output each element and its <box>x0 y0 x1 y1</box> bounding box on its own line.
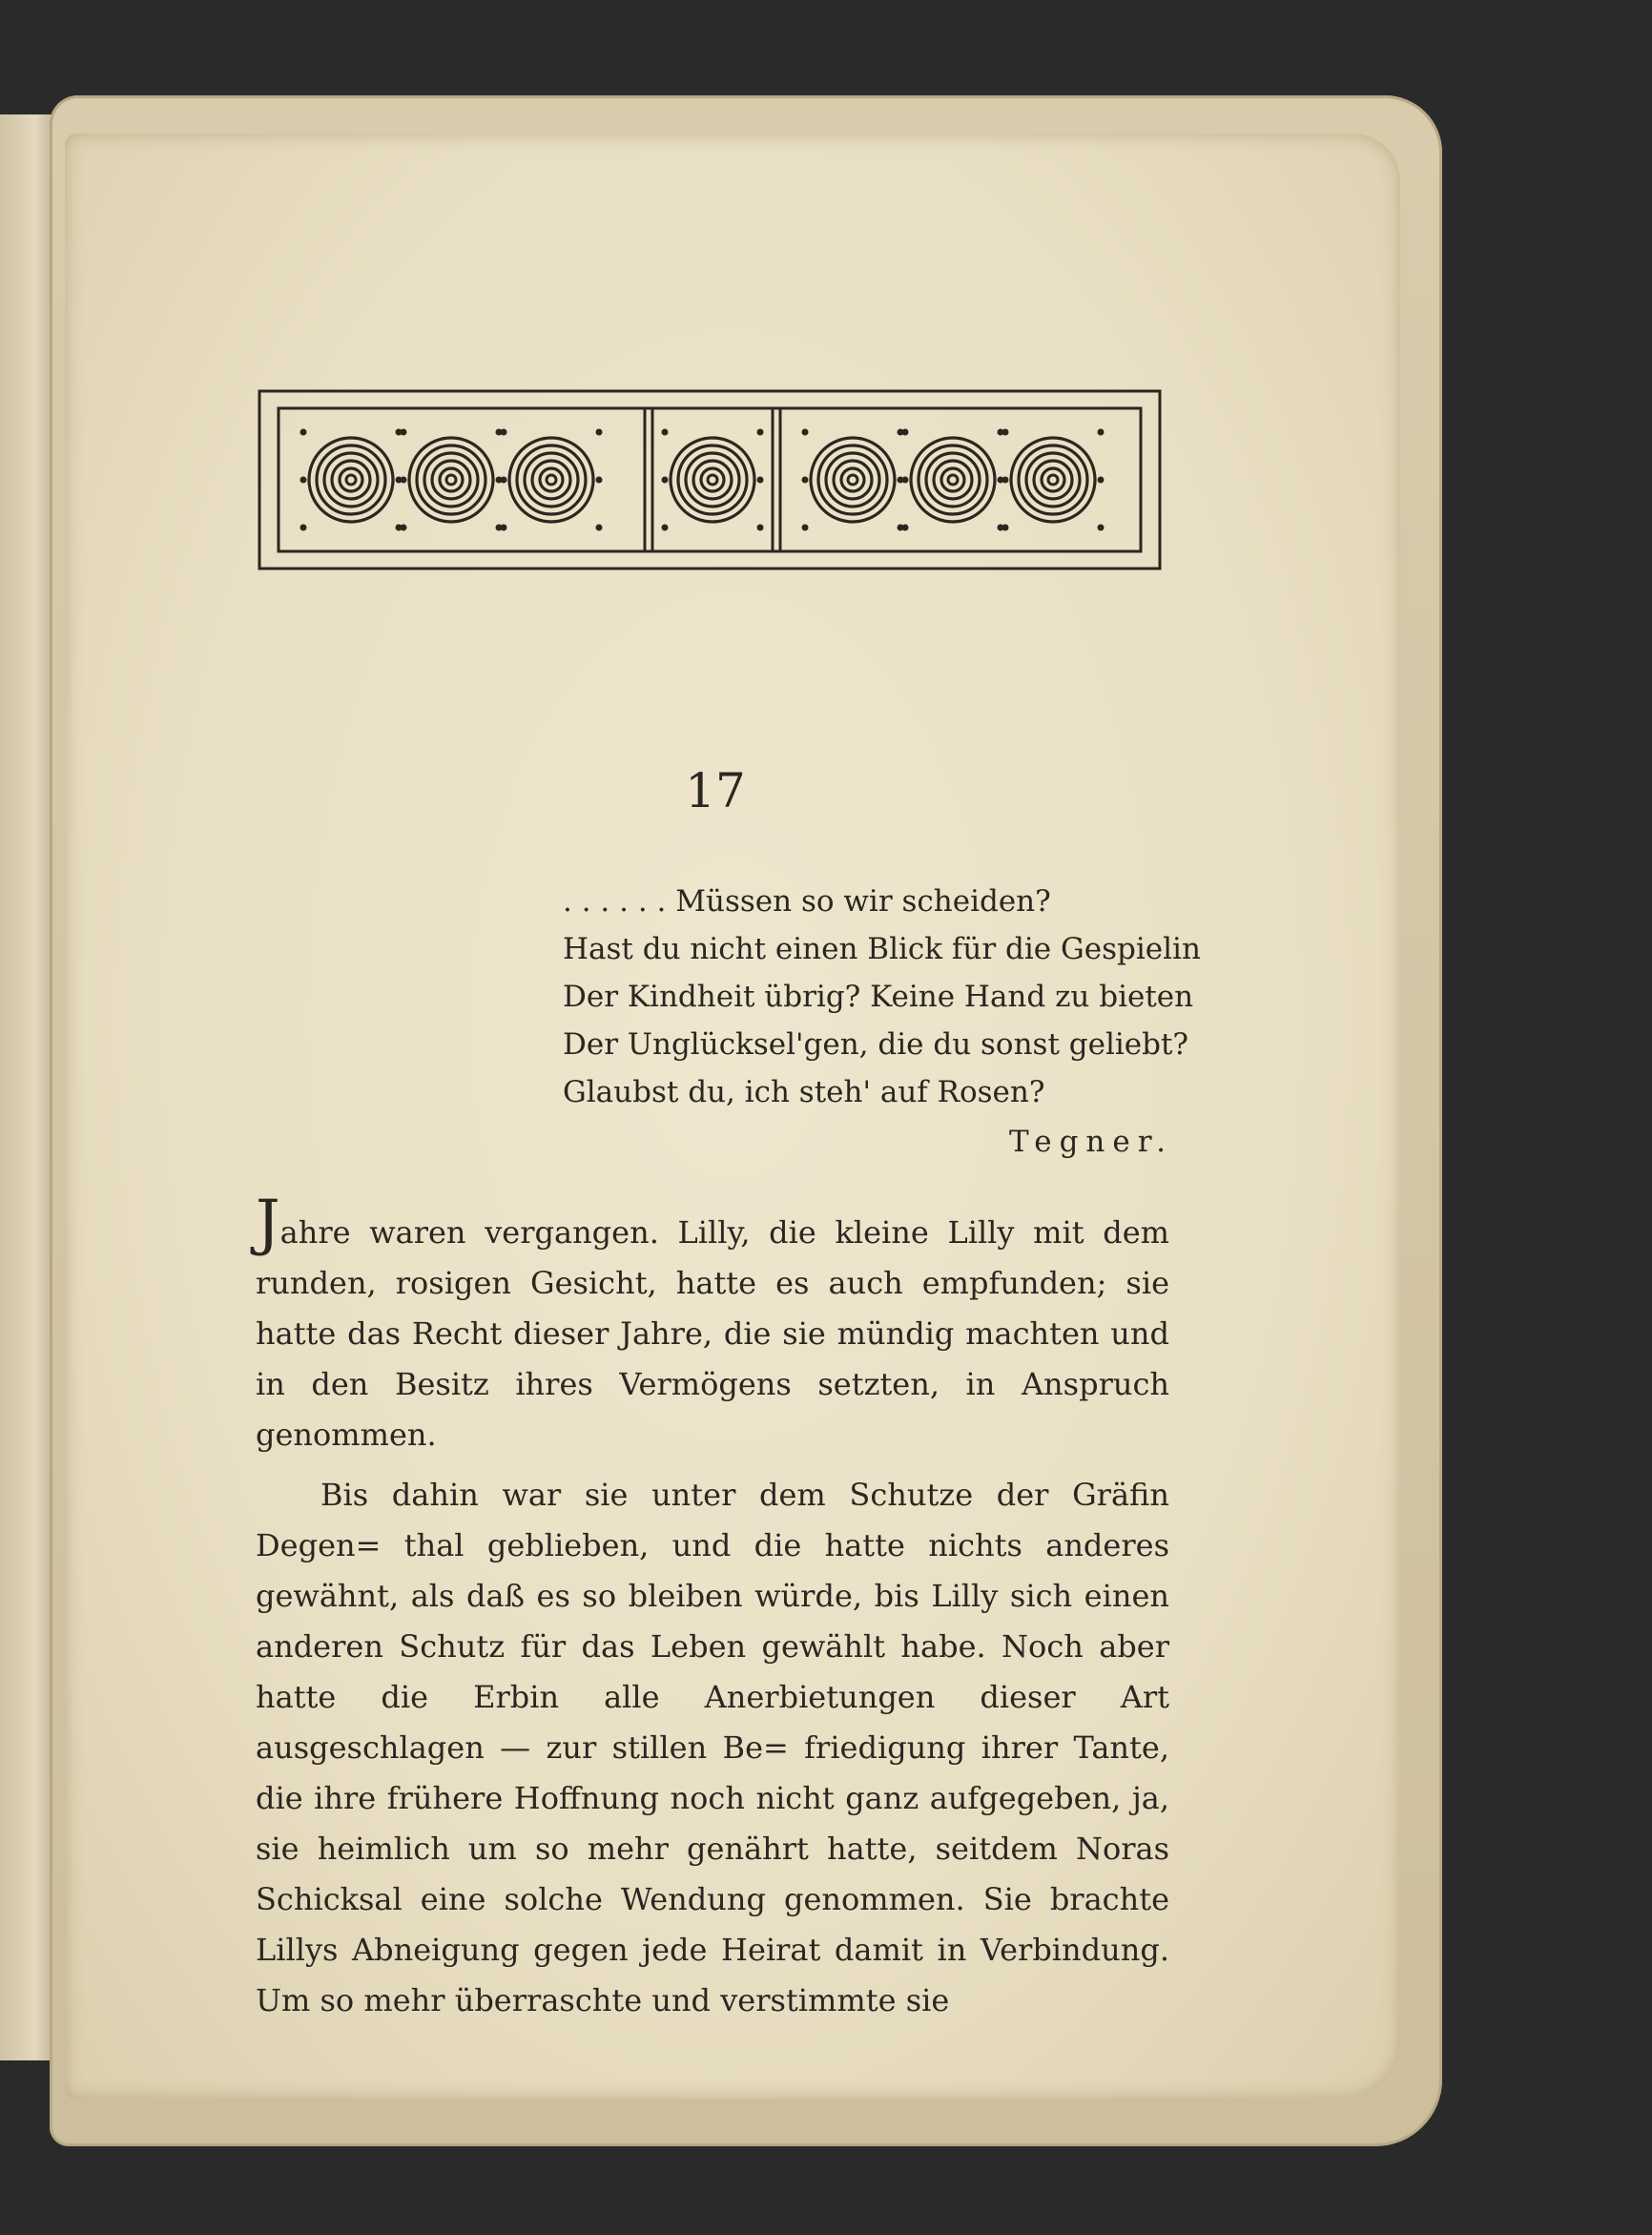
ornament-ring <box>432 461 470 499</box>
ornament-dot <box>501 429 507 436</box>
epigraph-author: Tegner. <box>1008 1125 1173 1159</box>
ornament-ring <box>446 475 456 485</box>
ornament-dot <box>902 429 909 436</box>
ornament-dot <box>802 429 809 436</box>
ornament-dot <box>501 477 507 484</box>
ornament-dot <box>300 429 307 436</box>
body-text <box>256 1188 1169 2036</box>
ornament-ring <box>1042 468 1064 491</box>
ornament-dot <box>1002 525 1009 531</box>
ornament-ring <box>834 461 872 499</box>
ornament-ring <box>708 475 717 485</box>
ornament-ring <box>818 445 887 514</box>
ornament-dot <box>902 525 909 531</box>
ornament-dot <box>1002 429 1009 436</box>
ornament-dot <box>596 429 603 436</box>
paragraph: Jahre waren vergangen. Lilly, die kleine Lilly mit dem runden, rosigen Gesicht, hatte es auch empfunden; sie hatte das Recht dieser Jahre, die sie mündig machten und in den Besitz ihres Vermögens setzten, in Anspruch genommen. <box>256 1188 1169 1453</box>
ornament-ring <box>509 438 593 522</box>
ornament-ring <box>409 438 493 522</box>
ornament-ring <box>346 475 356 485</box>
ornament-dot <box>401 525 407 531</box>
ornament-ring <box>340 468 362 491</box>
ornament-dot <box>501 525 507 531</box>
ornament-ring <box>671 438 754 522</box>
ornament-dot <box>757 477 764 484</box>
epigraph <box>563 878 1201 1166</box>
ornament-dot <box>300 477 307 484</box>
ornament-ring <box>1048 475 1058 485</box>
ornament-dot <box>662 525 669 531</box>
ornament-ring <box>948 475 958 485</box>
ornament-circles <box>300 429 1105 531</box>
ornament-ring <box>309 438 393 522</box>
ornament-ring <box>701 468 724 491</box>
ornament-ring <box>811 438 895 522</box>
chapter-number: 17 <box>685 763 746 818</box>
ornament-dot <box>401 477 407 484</box>
ornament-ring <box>911 438 995 522</box>
epigraph-line: Hast du nicht einen Blick für die Gespielin <box>563 932 1201 966</box>
ornament-dot <box>1098 429 1105 436</box>
epigraph-line: . . . . . . Müssen so wir scheiden? <box>563 884 1051 919</box>
ornament-ring <box>934 461 972 499</box>
ornament-dot <box>757 525 764 531</box>
ornament-ring <box>547 475 556 485</box>
ornament-ring <box>532 461 570 499</box>
ornament-dot <box>662 429 669 436</box>
epigraph-line: Der Unglücksel'gen, die du sonst geliebt? <box>563 1027 1189 1062</box>
ornament-dot <box>802 525 809 531</box>
ornament-ring <box>919 445 987 514</box>
chapter-ornament <box>258 389 1162 570</box>
epigraph-line: Glaubst du, ich steh' auf Rosen? <box>563 1075 1045 1109</box>
paragraph: Bis dahin war sie unter dem Schutze der Gräfin Degen= thal geblieben, und die hatte nichts anderes gewähnt, als daß es so bleiben würde, bis Lilly sich einen anderen Schutz für das Leben gewählt habe. Noch aber hatte die Erbin alle Anerbietungen dieser Art ausgeschlagen — zur stillen Be= friedigung ihrer Tante, die ihre frühere Hoffnung noch nicht ganz aufgegeben, ja, sie heimlich um so mehr genährt hatte, seitdem Noras Schicksal eine solche Wendung genommen. Sie brachte Lillys Abneigung gegen jede Heirat damit in Verbindung. Um so mehr überraschte und verstimmte sie <box>256 1477 1169 2018</box>
ornament-ring <box>417 445 485 514</box>
ornament-dot <box>662 477 669 484</box>
ornament-ring <box>317 445 385 514</box>
ornament-ring <box>693 461 732 499</box>
ornament-dot <box>757 429 764 436</box>
ornament-dot <box>1098 525 1105 531</box>
ornament-dot <box>401 429 407 436</box>
ornament-dot <box>596 477 603 484</box>
ornament-dot <box>802 477 809 484</box>
ornament-ring <box>678 445 747 514</box>
ornament-ring <box>1011 438 1095 522</box>
ornament-dot <box>1098 477 1105 484</box>
ornament-dot <box>1002 477 1009 484</box>
ornament-ring <box>848 475 857 485</box>
ornament-dot <box>902 477 909 484</box>
ornament-ring <box>1034 461 1072 499</box>
ornament-dot <box>300 525 307 531</box>
ornament-dot <box>596 525 603 531</box>
ornament-ring <box>841 468 864 491</box>
ornament-ring <box>540 468 563 491</box>
ornament-ring <box>332 461 370 499</box>
ornament-ring <box>517 445 586 514</box>
ornament-ring <box>1019 445 1087 514</box>
epigraph-line: Der Kindheit übrig? Keine Hand zu bieten <box>563 980 1194 1014</box>
ornament-ring <box>941 468 964 491</box>
ornament-ring <box>440 468 463 491</box>
